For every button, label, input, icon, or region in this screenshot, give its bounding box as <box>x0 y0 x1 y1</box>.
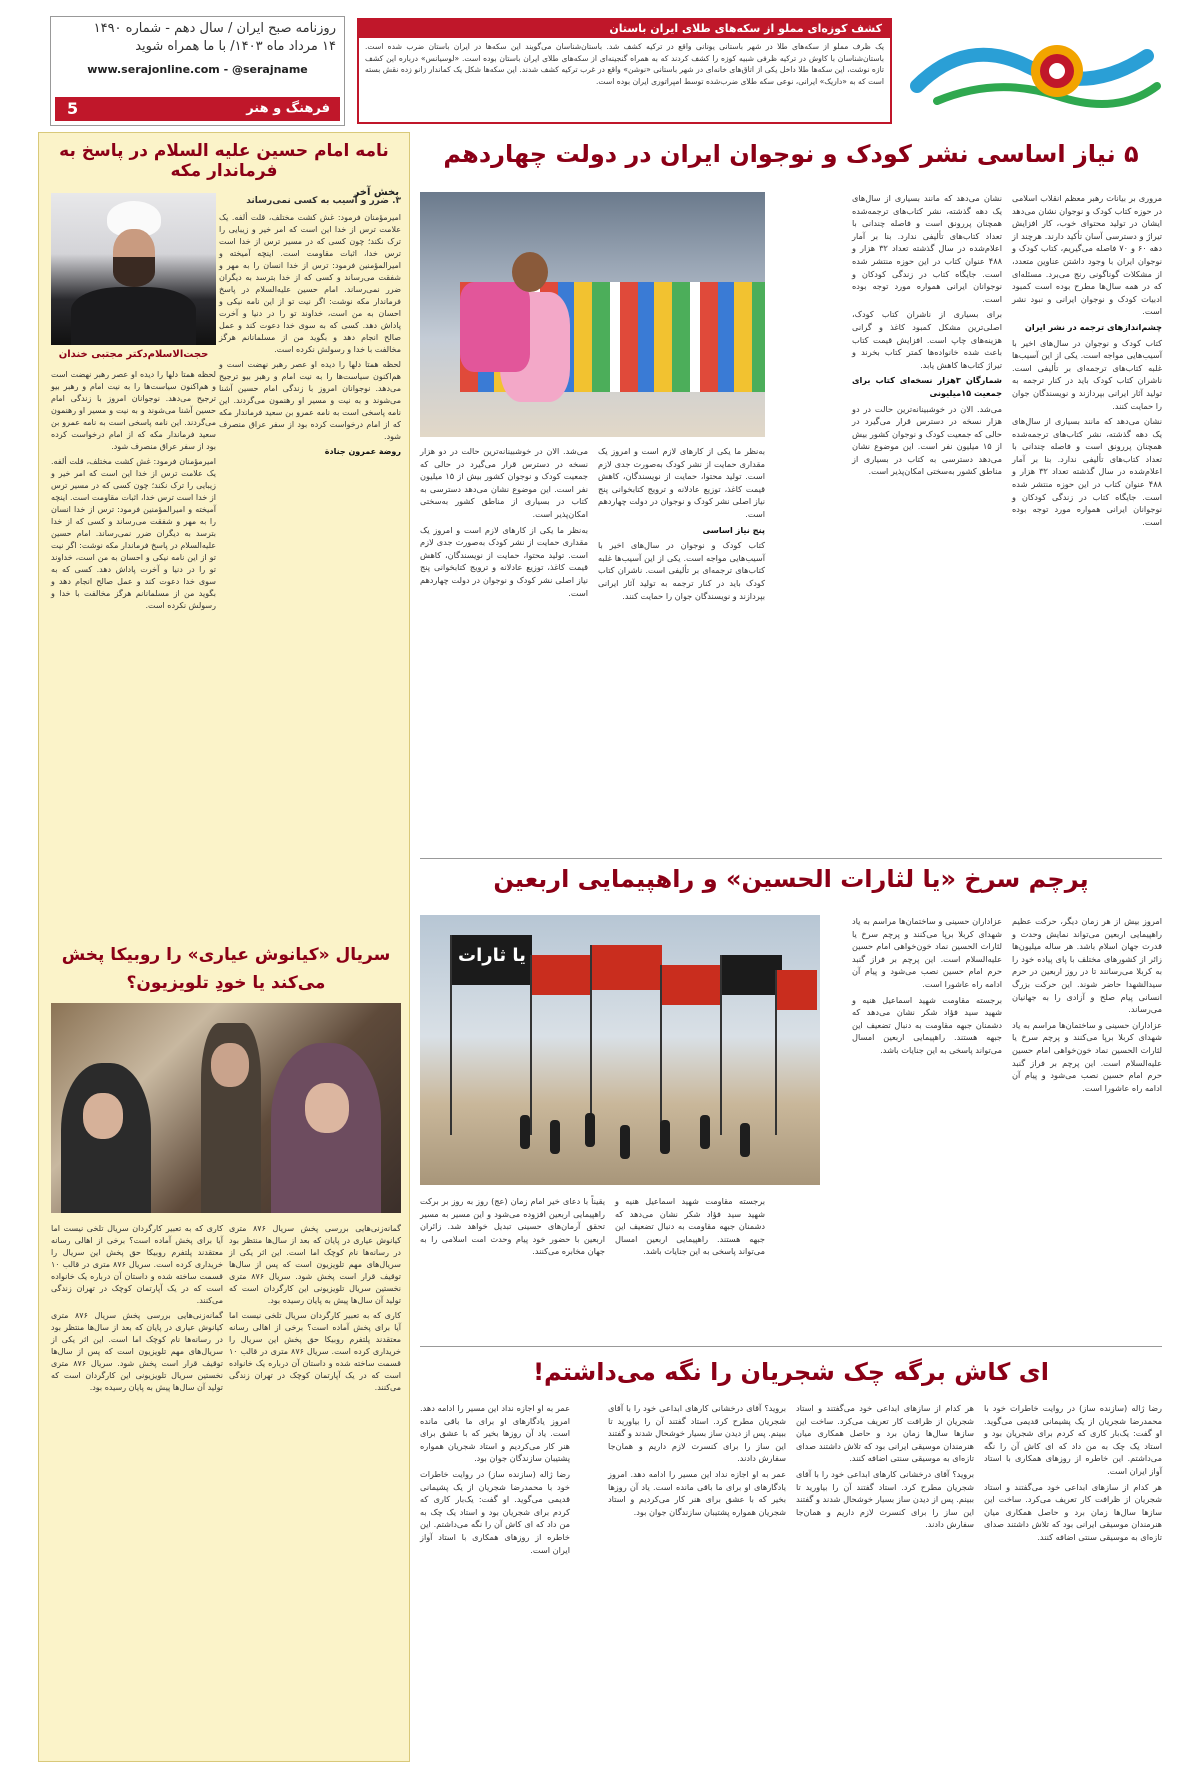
serial-text-right-body: گمانه‌زنی‌هایی بررسی پخش سریال ۸۷۶ متری کیانوش عیاری در پایان که بعد از سال‌ها منتظر بود در رسانه‌ها نام کوچک اما است. این اثر یکی از سریال‌های مهم تلویزیون است که پس از سال‌ها توقیف قرار است پخش شود. سریال ۸۷۶ متری نخستین سریال تلویزیونی این کارگردان است که تولید آن سال‌ها پیش به پایان رسیده بود. <box>229 1224 401 1305</box>
article1-col3b-text: کتاب کودک و نوجوان در سال‌های اخیر با آسیب‌هایی مواجه است. یکی از این آسیب‌ها غلبه کتاب‌های ترجمه‌ای بر تألیفی است. ناشران کتاب کودک باید در کنار ترجمه به تولید آثار ایرانی بپردازند و نویسندگان جوان را حمایت کنند. <box>598 540 765 601</box>
article3-col1b-text: هر کدام از سازهای ابداعی خود می‌گفتند و استاد شجریان از ظرافت کار تعریف می‌کرد. ساخت این سازها سال‌ها زمان برد و حاصل همکاری میان هنرمندان موسیقی ایرانی بود که تلاش داشتند صدای تازه‌ای به موسیقی سنتی اضافه کنند. <box>984 1481 1162 1542</box>
divider <box>420 1346 1162 1347</box>
article1-col2 <box>852 192 1002 852</box>
sidebar-signoff: روضة عمرون جنادة <box>324 447 401 456</box>
flag-text: یا ثارات <box>458 945 526 966</box>
page-header <box>50 16 1162 126</box>
article1-col3-text: به‌نظر ما یکی از کارهای لازم است و امروز یک مقداری حمایت از نشر کودک به‌صورت جدی لازم است. تولید محتوا، حمایت از نویسندگان، کاهش قیمت کاغذ، توزیع عادلانه و ترویج کتابخوانی پنج نیاز اصلی نشر کودک و نوجوان در دولت چهاردهم است. <box>598 446 765 519</box>
article1-col2-text: نشان می‌دهد که مانند بسیاری از سال‌های یک دهه گذشته، نشر کتاب‌های ترجمه‌شده همچنان پررونق است و فاصله چندانی با تعداد کتاب‌های تألیفی ندارد. بنا بر آمار اعلام‌شده در سال گذشته تعداد ۳۲ هزار و ۴۸۸ عنوان کتاب در این حوزه منتشر شده است. جایگاه کتاب در زندگی کودکان و نوجوانان ایرانی همواره مورد توجه بوده است. <box>852 193 1002 304</box>
sidebar-text-left-body: لحظه همتا دلها را دیده او عصر رهبر نهضت است و هم‌اکنون سیاست‌ها را به نیت امام‌ و رهبر بیو ترجیح می‌دهد. نوجوانان امروز با زندگی امام حسین آشنا می‌شوند و به نیت و مسیر او رهنمون می‌گردند. این نامه پاسخی است به نامه عمرو بن سعید فرماندار مکه که از امام درخواست کرده بود از سفر عراق منصرف شود. <box>51 370 216 451</box>
article2-col1-text: امروز بیش از هر زمان دیگر، حرکت عظیم راهپیمایی اربعین می‌تواند نمایش وحدت و قدرت جهان اسلام باشد. هر ساله میلیون‌ها زائر از کشورهای مختلف با پای پیاده خود را به کربلا می‌رسانند تا در روز اربعین در حرم سیدالشهدا حاضر شوند. این حرکت بزرگ انسانی پیام صلح و آزادی را به جهانیان می‌رساند. <box>1012 916 1162 1015</box>
article1-col1b-text: کتاب کودک و نوجوان در سال‌های اخیر با آسیب‌هایی مواجه است. یکی از این آسیب‌ها غلبه کتاب‌های ترجمه‌ای بر تألیفی است. ناشران کتاب کودک باید در کنار ترجمه به تولید آثار ایرانی بپردازند و نویسندگان جوان را حمایت کنند. <box>1012 337 1162 411</box>
sidebar-subtitle: بخش آخر <box>353 187 399 198</box>
article1-subhead3: پنج نیاز اساسی <box>702 524 765 535</box>
article3-col2 <box>796 1402 974 1762</box>
article1-col4 <box>420 445 588 855</box>
sidebar-column <box>38 132 410 1762</box>
serial-text-right <box>229 1223 401 1397</box>
article2-col2 <box>852 915 1002 1335</box>
article3-col3b-text: عمر به او اجازه نداد این مسیر را ادامه دهد. امروز یادگارهای او برای ما باقی مانده است. یاد آن روزها بخیر که با عشق برای هنر کار می‌کردیم و استاد شجریان همواره پشتیبان سازندگان جوان بود. <box>608 1468 786 1517</box>
article2-col2b-text: برجسته مقاومت شهید اسماعیل هنیه و شهید سید فؤاد شکر نشان می‌دهد که دشمنان جبهه مقاومت به دنبال تضعیف این جبهه هستند. راهپیمایی اربعین امسال می‌تواند پاسخی به این جنایات باشد. <box>852 994 1002 1055</box>
article1-photo-girl-reading <box>420 192 765 437</box>
news-brief-text: یک ظرف مملو از سکه‌های طلا در شهر باستانی یونانی واقع در ترکیه کشف شد. باستان‌شناسان می‌گویند این سکه‌ها در ایران باستان ضرب شده است. باستان‌شناسان با کاوش در ترکیه ظرفی شبیه کوزه را کشف کردند که به همراه گنجینه‌ای از سکه‌های طلای ایران باستان بوده است. «لوسیانس» درباره این کشف تازه نوشت، این سکه‌ها طلا داخل یکی از اتاق‌های خانه‌ای در شهر باستانی «نوشن» واقع در غرب ترکیه کشف شدند. این سکه‌ها شکل یک کماندار زانو زده نقش بسته است که به «داریک» ایرانی، نوعی سکه طلای ضرب‌شده توسط امپراتوری ایران بوده است. <box>365 42 884 86</box>
masthead <box>50 16 345 126</box>
article3-col3-text: بروید؟ آقای درخشانی کارهای ابداعی خود را با آقای شجریان مطرح کرد. استاد گفتند آن را بیاورید تا ببینم. پس از دیدن ساز بسیار خوشحال شدند و گفتند این ساز را برای کنسرت لازم داریم و همان‌جا سفارش دادند. <box>608 1403 786 1464</box>
serial-photo <box>51 1003 401 1213</box>
sidebar-text-left-body2: امیرمؤمنان فرمود: غش‌ کشت مختلف، قلت ألفه. یک علامت ترس از خدا این است که امر خیر و زیبایی را ترک نکند؛ چون کسی که در مسیر ترس از خدا است ترس خدا، اثبات مقاومت است. اینچه آمیخته و امیرالمؤمنین فرمود: ترس از خدا انسان را به مهر و شفقت می‌رساند و کسی که از خدا بترسد به دیگران ضرر نمی‌رساند. امام حسین علیه‌السلام در پاسخ فرماندار مکه نوشت: اگر نیت تو از این نامه نیکی و احسان به من است، خداوند تو را در دنیا و آخرت پاداش دهد. کسی که به سوی خدا دعوت کند و عمل صالح انجام دهد و بگوید من از مسلمانانم هرگز مخالفت با خدا و رسولش نکرده است. <box>51 457 216 610</box>
article1-col1-text: مروری بر بیانات رهبر معظم انقلاب اسلامی در حوزه کتاب کودک و نوجوان نشان می‌دهد ایشان در تولید محتوای خوب، کار افزایش تیراژ و دسترسی آسان تأکید دارند. هرچند از دهه ۶۰ و ۷۰ فاصله می‌گیریم، کتاب کودک و نوجوان ایران با وجود داشتن عناوین متعدد، از مشکلات گوناگونی رنج می‌برد. مسئله‌ای که در همه سال‌ها مطرح بوده است کمبود ادبیات کودک و نوجوان ایرانی و نبود نشر است. <box>1012 193 1162 317</box>
article1-subhead1: چشم‌اندازهای ترجمه در نشر ایران <box>1024 321 1162 332</box>
article2-col2-text: عزاداران حسینی و ساختمان‌ها مراسم به یاد شهدای کربلا برپا می‌کنند و پرچم سرخ یا لثارات الحسین نماد خون‌خواهی امام حسین علیه‌السلام است. این پرچم بر فراز گنبد حرم امام حسین نصب می‌شود و پیام آن ادامه راه عاشورا است. <box>852 916 1002 989</box>
article1-col2b-text: برای بسیاری از ناشران کتاب کودک، اصلی‌ترین مشکل کمبود کاغذ و گرانی هزینه‌های چاپ است. افزایش قیمت کتاب باعث شده خانواده‌ها کمتر کتاب بخرند و تیراژ کتاب‌ها کاهش یابد. <box>852 309 1002 370</box>
section-name: فرهنگ و هنر <box>246 101 330 116</box>
article3-col4b-text: رضا ژاله (سازنده ساز) در روایت خاطرات خود با محمدرضا شجریان از یک پشیمانی قدیمی می‌گوید. او گفت: یک‌بار کاری که کردم برای شجریان بود و استاد یک چک به من داد که ای کاش آن را نگه می‌داشتم. این خاطره از روزهای همکاری با استاد آواز ایران است. <box>420 1468 570 1555</box>
article3-title: ای کاش برگه چک شجریان را نگه می‌داشتم! <box>533 1358 1049 1386</box>
article2-col3-text: برجسته مقاومت شهید اسماعیل هنیه و شهید سید فؤاد شکر نشان می‌دهد که دشمنان جبهه مقاومت به دنبال تضعیف این جبهه هستند. راهپیمایی اربعین امسال می‌تواند پاسخی به این جنایات باشد. <box>615 1196 765 1257</box>
sidebar-title: نامه امام حسین علیه السلام در پاسخ به فرماندار مکه <box>59 141 389 181</box>
sidebar-text: امیرمؤمنان فرمود: غش‌ کشت مختلف، قلت ألفه. یک علامت ترس از خدا این است که امر خیر و زیبایی را ترک نکند؛ چون کسی که در مسیر ترس از خدا است ترس خدا، اثبات مقاومت است. اینچه آمیخته و امیرالمؤمنین فرمود: ترس از خدا انسان را به مهر و شفقت می‌رساند و کسی که از خدا بترسد به دیگران ضرر نمی‌رساند. امام حسین علیه‌السلام در پاسخ فرماندار مکه نوشت: اگر نیت تو از این نامه نیکی و احسان به من است، خداوند تو را در دنیا و آخرت پاداش دهد. کسی که به سوی خدا دعوت کند و عمل صالح انجام دهد و بگوید من از مسلمانانم هرگز مخالفت با خدا و رسولش نکرده است. <box>219 213 401 354</box>
issue-line: روزنامه صبح ایران / سال دهم - شماره ۱۴۹۰ <box>93 21 336 36</box>
author-caption: حجت‌الاسلام‌دکتر مجتبی خندان <box>58 349 209 360</box>
article2-col1b-text: عزاداران حسینی و ساختمان‌ها مراسم به یاد شهدای کربلا برپا می‌کنند و پرچم سرخ یا لثارات الحسین نماد خون‌خواهی امام حسین علیه‌السلام است. این پرچم بر فراز گنبد حرم امام حسین نصب می‌شود و پیام آن ادامه راه عاشورا است. <box>1012 1019 1162 1093</box>
sidebar-text-right <box>219 193 401 461</box>
article3-col4 <box>420 1402 570 1762</box>
news-brief-box <box>357 18 892 124</box>
serial-article-title: سریال «کیانوش عیاری» را روبیکا پخش می‌کند یا خودِ تلویزیون؟ <box>61 945 391 993</box>
article1-col1c-text: نشان می‌دهد که مانند بسیاری از سال‌های یک دهه گذشته، نشر کتاب‌های ترجمه‌شده همچنان پررونق است و فاصله چندانی با تعداد کتاب‌های تألیفی ندارد. بنا بر آمار اعلام‌شده در سال گذشته تعداد ۳۲ هزار و ۴۸۸ عنوان کتاب در این حوزه منتشر شده است. جایگاه کتاب در زندگی کودکان و نوجوانان ایرانی همواره مورد توجه بوده است. <box>1012 416 1162 527</box>
article2-col3 <box>615 1195 765 1335</box>
divider <box>420 858 1162 859</box>
article1-title: ۵ نیاز اساسی نشر کودک و نوجوان ایران در دولت چهاردهم <box>443 140 1139 168</box>
author-photo <box>51 193 216 345</box>
serial-text-left <box>51 1223 223 1397</box>
sidebar-para-heading: ۳. ضرر و آسیب به کسی نمی‌رساند <box>246 196 401 206</box>
serial-text-left-body: کاری که به تعبیر کارگردان سریال تلخی نیست اما آیا برای پخش آماده است؟ برخی از اهالی رسانه معتقدند پلتفرم روبیکا حق پخش این سریال را خریداری کرده است. سریال ۸۷۶ متری در قالب ۱۰ قسمت ساخته شده و داستان آن درباره یک خانواده است که در یک آپارتمان کوچک در تهران زندگی می‌کنند. <box>51 1224 223 1305</box>
article3-col4-text: عمر به او اجازه نداد این مسیر را ادامه دهد. امروز یادگارهای او برای ما باقی مانده است. یاد آن روزها بخیر که با عشق برای هنر کار می‌کردیم و استاد شجریان همواره پشتیبان سازندگان جوان بود. <box>420 1403 570 1464</box>
sidebar-text-left <box>51 369 216 615</box>
article2-photo-arbaeen-flags <box>420 915 820 1185</box>
article1-col1 <box>1012 192 1162 852</box>
article2-col4 <box>420 1195 605 1335</box>
article2-col1 <box>1012 915 1162 1335</box>
article3-col1 <box>984 1402 1162 1762</box>
date-line: ۱۴ مرداد ماه ۱۴۰۳/ با ما همراه شوید <box>135 39 336 54</box>
serajname-logo <box>907 16 1162 126</box>
page-number: 5 <box>67 99 79 118</box>
article1-col4-text: می‌شد. الان در خوشبینانه‌ترین حالت در دو هزار نسخه در دسترس قرار می‌گیرد در حالی که جمعیت کودک و نوجوان کشور بیش از ۱۵ میلیون نفر است. این موضوع نشان می‌دهد دسترسی به کتاب در بسیاری از مناطق کشور به‌سختی امکان‌پذیر است. <box>420 446 588 519</box>
serial-text-left-body2: گمانه‌زنی‌هایی بررسی پخش سریال ۸۷۶ متری کیانوش عیاری در پایان که بعد از سال‌ها منتظر بود در رسانه‌ها نام کوچک اما است. این اثر یکی از سریال‌های مهم تلویزیون است که پس از سال‌ها توقیف قرار است پخش شود. سریال ۸۷۶ متری نخستین سریال تلویزیونی این کارگردان است که تولید آن سال‌ها پیش به پایان رسیده بود. <box>51 1311 223 1392</box>
article2-col4-text: یقیناً با دعای خیر امام زمان (عج) روز به روز بر برکت راهپیمایی اربعین افزوده می‌شود و این مسیر به مسیر تحقق آرمان‌های حسینی تبدیل خواهد شد. زائران اربعین با حضور خود پیام وحدت امت اسلامی را به جهان مخابره می‌کنند. <box>420 1196 605 1257</box>
article1-col3 <box>598 445 765 855</box>
logo-graphic <box>907 16 1162 126</box>
article1-col4b-text: به‌نظر ما یکی از کارهای لازم است و امروز یک مقداری حمایت از نشر کودک به‌صورت جدی لازم است. تولید محتوا، حمایت از نویسندگان، کاهش قیمت کاغذ، توزیع عادلانه و ترویج کتابخوانی پنج نیاز اصلی نشر کودک و نوجوان در دولت چهاردهم است. <box>420 524 588 598</box>
article1-col2c-text: می‌شد. الان در خوشبینانه‌ترین حالت در دو هزار نسخه در دسترس قرار می‌گیرد در حالی که جمعیت کودک و نوجوان کشور بیش از ۱۵ میلیون نفر است. این موضوع نشان می‌دهد دسترسی به کتاب در بسیاری از مناطق کشور به‌سختی امکان‌پذیر است. <box>852 403 1002 477</box>
article3-col2b-text: بروید؟ آقای درخشانی کارهای ابداعی خود را با آقای شجریان مطرح کرد. استاد گفتند آن را بیاورید تا ببینم. پس از دیدن ساز بسیار خوشحال شدند و گفتند این ساز را برای کنسرت لازم داریم و همان‌جا سفارش دادند. <box>796 1468 974 1530</box>
article3-col2-text: هر کدام از سازهای ابداعی خود می‌گفتند و استاد شجریان از ظرافت کار تعریف می‌کرد. ساخت این سازها سال‌ها زمان برد و حاصل همکاری میان هنرمندان موسیقی ایرانی بود که تلاش داشتند صدای تازه‌ای به موسیقی سنتی اضافه کنند. <box>796 1403 974 1464</box>
sidebar-text-cont: لحظه همتا دلها را دیده او عصر رهبر نهضت است و هم‌اکنون سیاست‌ها را به نیت امام‌ و رهبر بیو ترجیح می‌دهد. نوجوانان امروز با زندگی امام حسین آشنا می‌شوند و به نیت و مسیر او رهنمون می‌گردند. این نامه پاسخی است به نامه عمرو بن سعید فرماندار مکه که از امام درخواست کرده بود از سفر عراق منصرف شود. <box>219 360 401 441</box>
serial-text-right-body2: کاری که به تعبیر کارگردان سریال تلخی نیست اما آیا برای پخش آماده است؟ برخی از اهالی رسانه معتقدند پلتفرم روبیکا حق پخش این سریال را خریداری کرده است. سریال ۸۷۶ متری در قالب ۱۰ قسمت ساخته شده و داستان آن درباره یک خانواده است که در یک آپارتمان کوچک در تهران زندگی می‌کنند. <box>229 1311 401 1392</box>
section-bar <box>55 97 340 121</box>
article3-col3 <box>608 1402 786 1762</box>
article2-title: پرچم سرخ «یا لثارات الحسین» و راهپیمایی اربعین <box>493 865 1089 893</box>
news-brief-title: کشف کوزه‌ای مملو از سکه‌های طلای ایران باستان <box>359 20 890 38</box>
article1-subhead2: شمارگان ۳هزار نسخه‌ای کتاب برای جمعیت ۱۵میلیونی <box>852 375 1002 398</box>
website-link[interactable]: www.serajonline.com - @serajname <box>87 63 308 76</box>
article3-col1-text: رضا ژاله (سازنده ساز) در روایت خاطرات خود با محمدرضا شجریان از یک پشیمانی قدیمی می‌گوید. او گفت: یک‌بار کاری که کردم برای شجریان بود و استاد یک چک به من داد که ای کاش آن را نگه می‌داشتم. این خاطره از روزهای همکاری با استاد آواز ایران است. <box>984 1403 1162 1476</box>
